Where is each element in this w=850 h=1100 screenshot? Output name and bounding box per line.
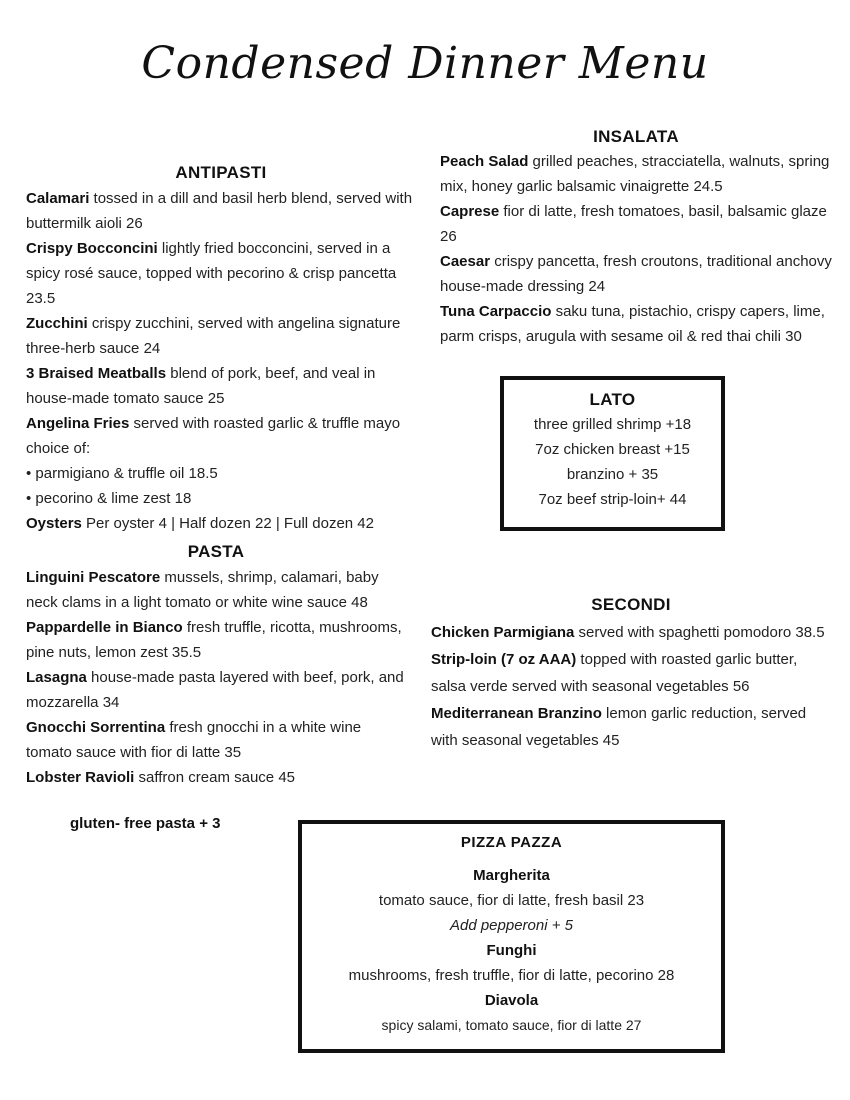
insalata-list	[440, 149, 832, 349]
item-desc: fresh gnocchi in a white wine tomato sauce with fior di latte 35	[26, 719, 362, 761]
lato-box	[500, 376, 725, 531]
pizza-desc-diavola: spicy salami, tomato sauce, fior di latte 27	[381, 1017, 642, 1033]
item-name: Tuna Carpaccio	[440, 303, 552, 320]
pizza-desc-funghi: mushrooms, fresh truffle, fior di latte, pecorino 28	[348, 967, 675, 984]
pizza-desc-margherita: tomato sauce, fior di latte, fresh basil 23	[378, 892, 645, 909]
item-desc: saku tuna, pistachio, crispy capers, lime, parm crisps, arugula with sesame oil & red thai chili 30	[440, 303, 825, 345]
pizza-name-funghi: Funghi	[486, 942, 537, 959]
menu-item	[26, 665, 406, 715]
item-name: Gnocchi Sorrentina	[26, 719, 166, 736]
menu-item	[26, 361, 416, 411]
item-desc: crispy pancetta, fresh croutons, traditional anchovy house-made dressing 24	[440, 253, 832, 295]
menu-item	[26, 186, 416, 236]
item-desc: saffron cream sauce 45	[134, 769, 296, 786]
item-name: Zucchini	[26, 315, 88, 332]
pizza-box	[298, 820, 725, 1053]
item-desc: served with roasted garlic & truffle mayo choice of:	[26, 415, 401, 457]
item-desc: blend of pork, beef, and veal in house-made tomato sauce 25	[26, 365, 376, 407]
lato-heading: LATO	[589, 390, 636, 409]
insalata-heading: INSALATA	[593, 127, 679, 146]
item-name: Calamari	[26, 190, 90, 207]
menu-item	[431, 619, 831, 646]
menu-item	[26, 311, 416, 361]
item-name: Caprese	[440, 203, 500, 220]
menu-item	[431, 700, 831, 754]
menu-item	[26, 511, 416, 536]
pizza-heading: PIZZA PAZZA	[460, 834, 563, 851]
pasta-heading: PASTA	[187, 542, 245, 561]
menu-item	[26, 715, 406, 765]
item-name: Lasagna	[26, 669, 87, 686]
item-name: Peach Salad	[440, 153, 529, 170]
insalata-section	[440, 127, 832, 349]
item-name: Linguini Pescatore	[26, 569, 161, 586]
item-desc: tossed in a dill and basil herb blend, served with buttermilk aioli 26	[26, 190, 413, 232]
item-desc: served with spaghetti pomodoro 38.5	[574, 624, 825, 641]
fries-choice: • pecorino & lime zest 18	[26, 490, 192, 507]
menu-item	[26, 615, 406, 665]
item-name: Mediterranean Branzino	[431, 705, 602, 722]
menu-item	[440, 249, 832, 299]
item-desc: lemon garlic reduction, served with seasonal vegetables 45	[431, 705, 807, 749]
item-desc: fresh truffle, ricotta, mushrooms, pine nuts, lemon zest 35.5	[26, 619, 402, 661]
item-desc: topped with roasted garlic butter, salsa verde served with seasonal vegetables 56	[431, 651, 798, 695]
pasta-list	[26, 565, 406, 790]
menu-item	[431, 646, 831, 700]
menu-item	[440, 199, 832, 249]
lato-line: branzino + 35	[566, 466, 659, 483]
menu-item	[440, 299, 832, 349]
item-desc: house-made pasta layered with beef, pork, and mozzarella 34	[26, 669, 404, 711]
pizza-name-diavola: Diavola	[484, 992, 539, 1009]
menu-title: Condensed Dinner Menu	[141, 38, 709, 89]
gluten-free-note: gluten- free pasta + 3	[70, 815, 221, 832]
lato-line: 7oz beef strip-loin+ 44	[538, 491, 687, 508]
secondi-section	[431, 595, 831, 754]
item-name: Pappardelle in Bianco	[26, 619, 183, 636]
antipasti-heading: ANTIPASTI	[175, 163, 267, 182]
menu-item	[440, 149, 832, 199]
item-desc: mussels, shrimp, calamari, baby neck clams in a light tomato or white wine sauce 48	[26, 569, 379, 611]
item-name: Angelina Fries	[26, 415, 130, 432]
item-desc: lightly fried bocconcini, served in a spicy rosé sauce, topped with pecorino & crisp pancetta 23.5	[26, 240, 397, 307]
item-name: Chicken Parmigiana	[431, 624, 575, 641]
antipasti-list	[26, 186, 416, 536]
menu-item	[26, 411, 416, 461]
item-desc: crispy zucchini, served with angelina signature three-herb sauce 24	[26, 315, 401, 357]
item-name: Caesar	[440, 253, 491, 270]
fries-choice: • parmigiano & truffle oil 18.5	[26, 465, 218, 482]
pasta-section	[26, 542, 406, 790]
menu-item	[26, 765, 406, 790]
menu-item	[26, 236, 416, 311]
item-name: Strip-loin (7 oz AAA)	[431, 651, 577, 668]
lato-line: three grilled shrimp +18	[533, 416, 692, 433]
item-desc: grilled peaches, stracciatella, walnuts, spring mix, honey garlic balsamic vinaigrette 24.5	[440, 153, 830, 195]
pizza-addon: Add pepperoni + 5	[449, 917, 574, 934]
secondi-heading: SECONDI	[591, 595, 671, 614]
item-desc: Per oyster 4 | Half dozen 22 | Full dozen 42	[81, 515, 374, 532]
item-name: Crispy Bocconcini	[26, 240, 158, 257]
antipasti-section	[26, 163, 416, 536]
lato-line: 7oz chicken breast +15	[535, 441, 690, 458]
secondi-list	[431, 619, 831, 754]
item-desc: fior di latte, fresh tomatoes, basil, balsamic glaze 26	[440, 203, 827, 245]
item-name: Oysters	[26, 515, 82, 532]
item-name: 3 Braised Meatballs	[26, 365, 167, 382]
menu-item	[26, 565, 406, 615]
pizza-name-margherita: Margherita	[473, 867, 550, 884]
item-name: Lobster Ravioli	[26, 769, 135, 786]
